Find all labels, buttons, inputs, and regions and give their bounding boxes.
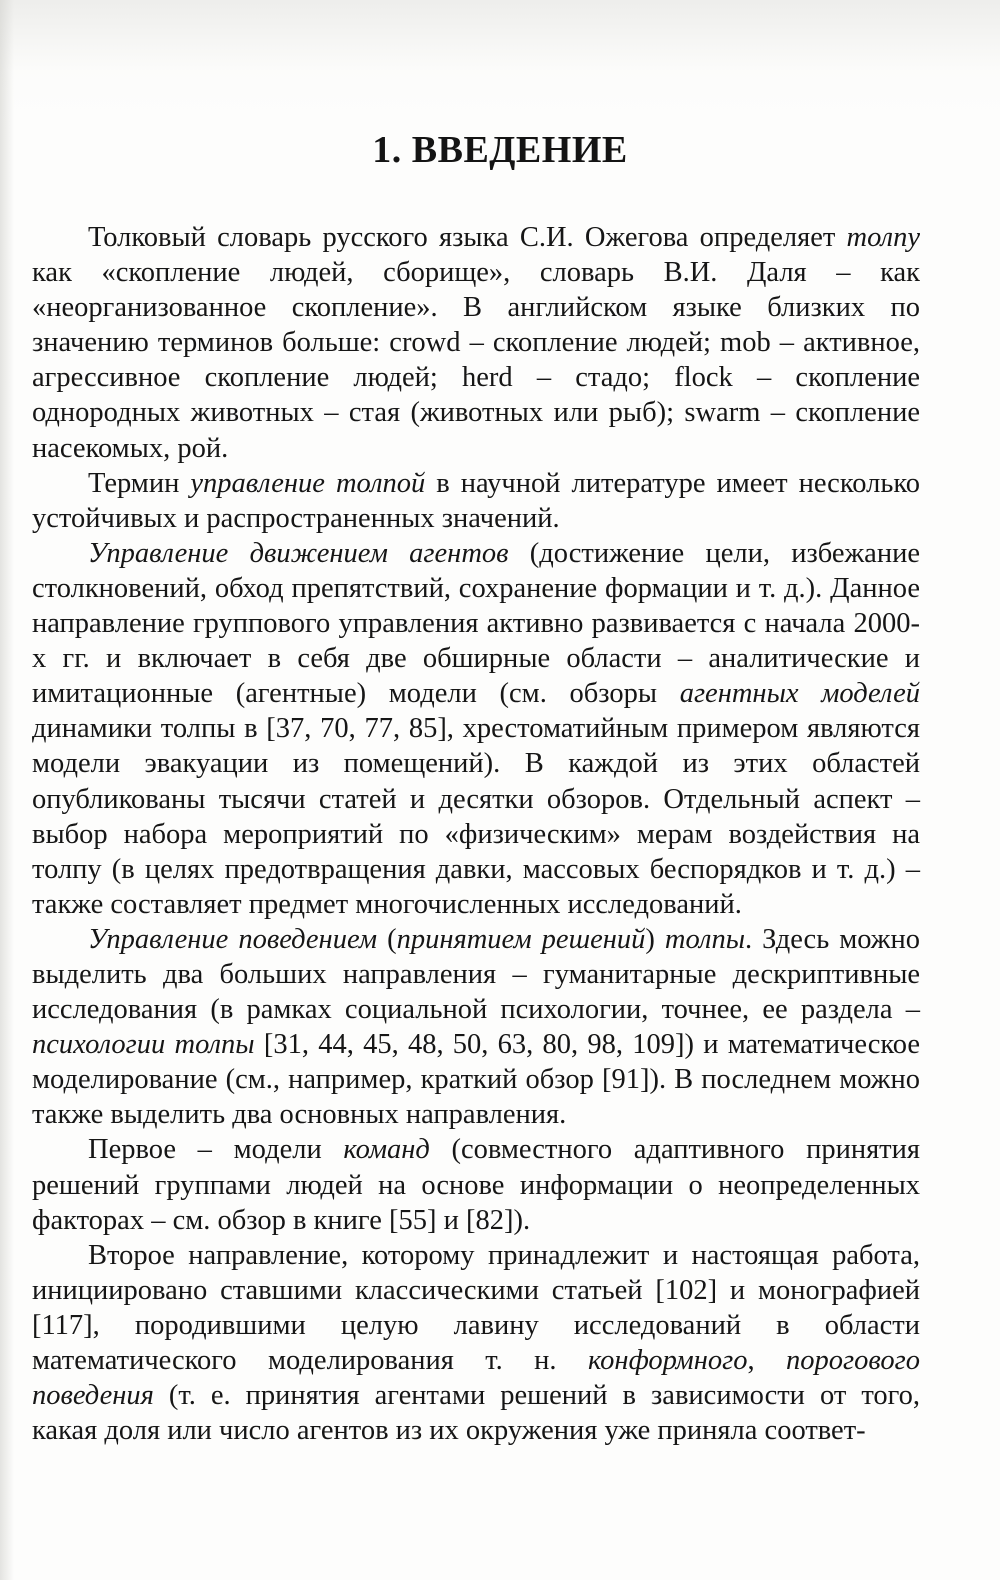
text-run: как «скопление людей, сборище», словарь В.И. Даля – как «неорганизованное скопление». В английском языке близких по значению терминов больше: crowd – скопление людей; mob – активное, агрессивное скопление людей; herd – стадо; flock – скопление однородных животных – стая (животных или рыб); swarm – скопление насекомых, рой. — [32, 257, 920, 464]
text-run: ) — [645, 923, 665, 955]
italic-term: принятием решений — [396, 923, 646, 955]
italic-term: толпы — [664, 923, 745, 955]
italic-term: Управление поведением — [88, 923, 378, 955]
italic-term: агентных моделей — [679, 678, 920, 710]
paragraph — [32, 220, 920, 466]
italic-term: психологии толпы — [32, 1029, 255, 1061]
scan-shadow — [0, 0, 1000, 120]
italic-term: Управление движением агентов — [88, 537, 509, 569]
italic-term: конформного — [587, 1345, 748, 1376]
text-run: Второе направление, которому принадлежит и настоящая работа, инициировано ставшими классическими статьей [102] и монографией [117], породившими целую лавину исследований в области математического моделирования т. н. — [32, 1239, 920, 1376]
text-run: Первое – модели — [88, 1134, 344, 1166]
text-run: , — [747, 1345, 787, 1376]
text-run: (совместного адаптивного принятия решений группами людей на основе информации о неопределенных факторах – см. обзор в книге [55] и [82]). — [32, 1134, 920, 1236]
italic-term: управление толпой — [190, 467, 426, 499]
italic-term: порогового поведения — [32, 1345, 920, 1412]
paragraph — [32, 1132, 920, 1237]
paragraph — [32, 1238, 920, 1449]
paragraph — [32, 466, 920, 536]
text-run: . Здесь можно выделить два больших направления – гуманитарные дескриптивные исследования (в рамках социальной психологии, точнее, ее раздела – — [32, 923, 920, 1026]
paragraph — [32, 536, 920, 922]
paragraph — [32, 922, 920, 1133]
text-run: Термин — [88, 467, 191, 499]
text-run: (достижение цели, избежание столкновений, обход препятствий, сохранение формации и т. д.). Данное направление группового управления активно развивается с начала 2000-х гг. и включает в себя две обширные области – аналитические и имитационные (агентные) модели (см. обзоры — [32, 537, 920, 710]
text-run: Толковый словарь русского языка С.И. Ожегова определяет — [88, 222, 847, 253]
text-run: динамики толпы в [37, 70, 77, 85], хрестоматийным примером являются модели эвакуации из помещений). В каждой из этих областей опубликованы тысячи статей и десятки обзоров. Отдельный аспект – выбор набора мероприятий по «физическим» мерам воздействия на толпу (в целях предотвращения давки, массовых беспорядков и т. д.) – также составляет предмет многочисленных исследований. — [32, 713, 920, 920]
italic-term: команд — [343, 1134, 430, 1166]
italic-term: толпу — [846, 222, 920, 253]
body-text — [32, 220, 920, 1448]
text-run: в научной литературе имеет несколько устойчивых и распространенных значений. — [32, 467, 920, 534]
scan-edge — [0, 0, 14, 1580]
text-run: (т. е. принятия агентами решений в зависимости от того, какая доля или число агентов из их окружения уже приняла соответ- — [32, 1380, 920, 1447]
text-run: [31, 44, 45, 48, 50, 63, 80, 98, 109]) и математическое моделирование (см., например, краткий обзор [91]). В последнем можно также выделить два основных направления. — [32, 1029, 921, 1131]
text-run: ( — [377, 923, 397, 955]
chapter-heading: 1. ВВЕДЕНИЕ — [372, 129, 628, 171]
